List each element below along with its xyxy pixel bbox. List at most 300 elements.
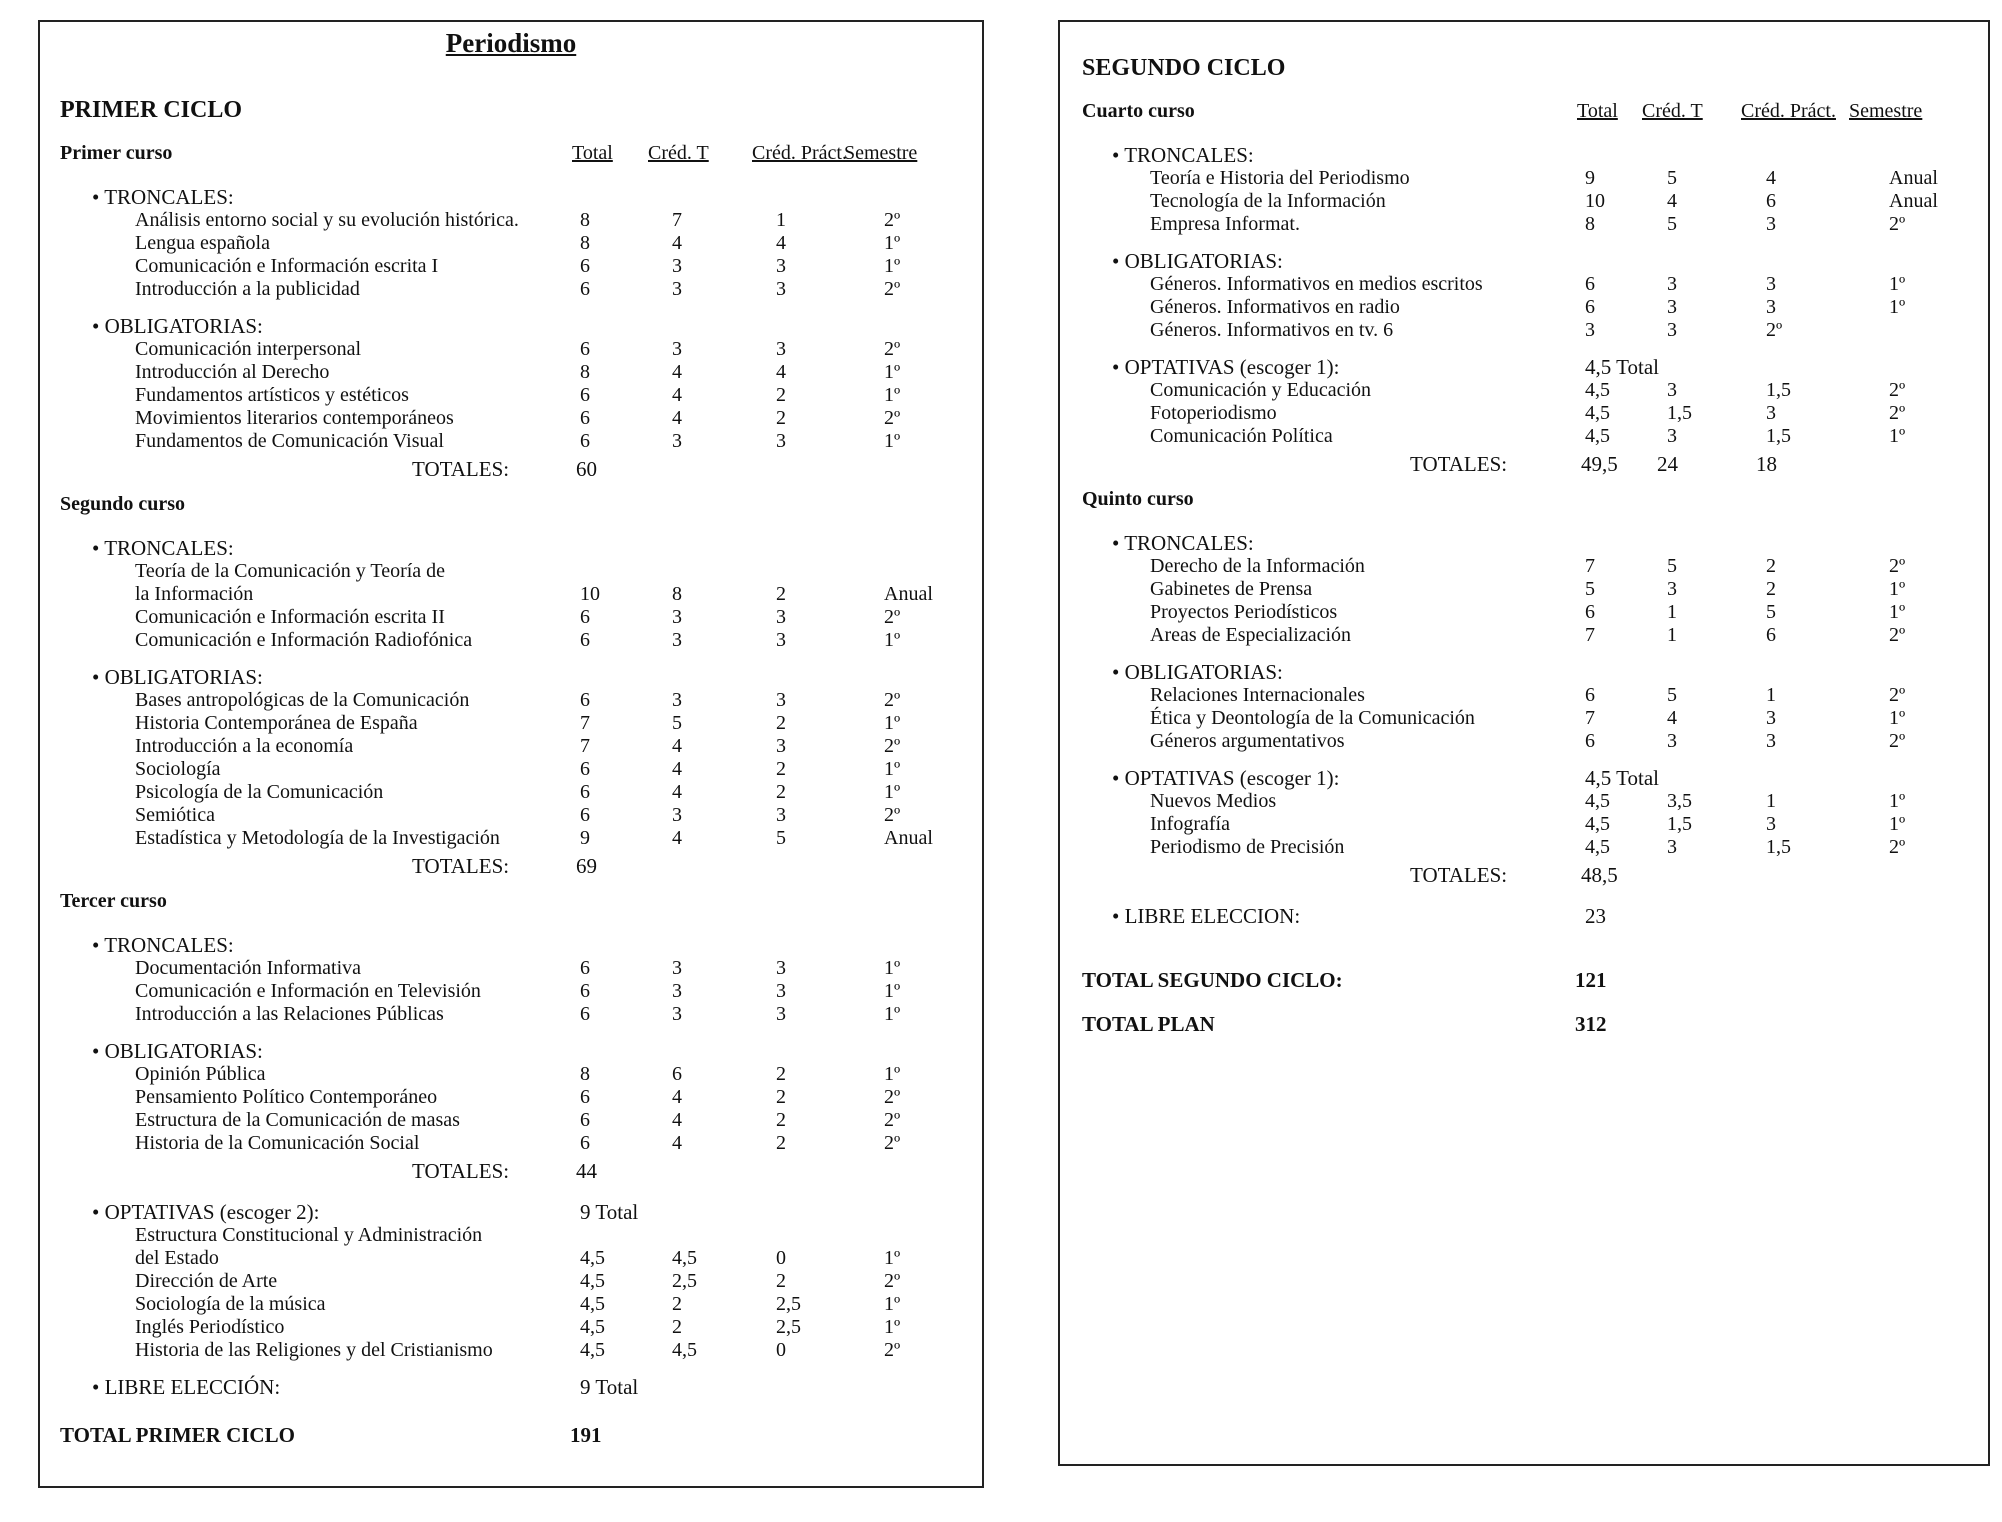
subject-cred-p: 2 (776, 1109, 786, 1131)
subject-name: Introducción a la economía (135, 735, 354, 757)
subject-name: Gabinetes de Prensa (1150, 578, 1313, 600)
subject-row (40, 255, 982, 278)
subject-cred-p: 1 (776, 209, 786, 231)
subject-name: Comunicación Política (1150, 425, 1333, 447)
subject-cred-t: 5 (1667, 213, 1677, 235)
group-label-row (40, 1201, 982, 1224)
subject-total: 6 (1585, 730, 1595, 752)
subject-cred-p: 3 (776, 606, 786, 628)
subject-total: 4,5 (580, 1293, 605, 1315)
subject-row (40, 1109, 982, 1132)
subject-name: Proyectos Periodísticos (1150, 601, 1338, 623)
subject-name: Estructura de la Comunicación de masas (135, 1109, 460, 1131)
subject-row (40, 338, 982, 361)
subject-name: Géneros. Informativos en medios escritos (1150, 273, 1483, 295)
subject-semestre: 2º (884, 1086, 901, 1108)
subject-cred-t: 2 (672, 1316, 682, 1338)
subject-semestre: 1º (884, 430, 901, 452)
subject-row (1060, 379, 1988, 402)
subject-name: Fotoperiodismo (1150, 402, 1277, 424)
subject-cred-p: 0 (776, 1247, 786, 1269)
group-label: • TRONCALES: (1112, 531, 1254, 555)
subject-name: Teoría e Historia del Periodismo (1150, 167, 1410, 189)
curso-title: Tercer curso (60, 890, 167, 912)
group-label: • TRONCALES: (92, 536, 234, 560)
subject-total: 7 (1585, 624, 1595, 646)
subject-cred-t: 5 (1667, 684, 1677, 706)
subject-cred-t: 3 (1667, 836, 1677, 858)
totales-value: 69 (576, 854, 597, 878)
subject-row (1060, 296, 1988, 319)
subject-row (40, 560, 982, 583)
subject-cred-p: 3 (776, 689, 786, 711)
subject-semestre: 2º (1889, 624, 1906, 646)
subject-total: 7 (1585, 555, 1595, 577)
subject-row (40, 629, 982, 652)
subject-cred-p: 3 (776, 430, 786, 452)
subject-row (40, 1339, 982, 1362)
subject-cred-p: 3 (1766, 213, 1776, 235)
group-label-row (1060, 661, 1988, 684)
subject-cred-p: 1 (1766, 790, 1776, 812)
subject-semestre: 1º (884, 629, 901, 651)
subject-name: Fundamentos de Comunicación Visual (135, 430, 444, 452)
subject-cred-p: 2 (1766, 578, 1776, 600)
group-label-row (1060, 250, 1988, 273)
subject-total: 6 (580, 1003, 590, 1025)
subject-total: 6 (580, 430, 590, 452)
subject-cred-p: 2 (776, 1270, 786, 1292)
header-cred-p: Créd. Práct. (752, 142, 847, 164)
group-label-row (1060, 144, 1988, 167)
grand-total-row (40, 1413, 982, 1457)
subject-cred-t: 4 (672, 1086, 682, 1108)
subject-semestre: Anual (884, 827, 933, 849)
subject-total: 4,5 (580, 1270, 605, 1292)
totales-row (40, 850, 982, 882)
grand-spacer (1060, 928, 1988, 958)
subject-row (40, 1316, 982, 1339)
subject-semestre: 1º (884, 1247, 901, 1269)
subject-row (40, 1063, 982, 1086)
curso-title: Segundo curso (60, 493, 186, 515)
subject-cred-t: 8 (672, 583, 682, 605)
subject-name: Introducción al Derecho (135, 361, 330, 383)
subject-name: Empresa Informat. (1150, 213, 1300, 235)
subject-cred-p: 2 (776, 1086, 786, 1108)
subject-total: 6 (580, 804, 590, 826)
subject-semestre: 2º (884, 735, 901, 757)
subject-total: 8 (580, 209, 590, 231)
subject-cred-t: 3 (672, 278, 682, 300)
subject-cred-t: 3 (672, 980, 682, 1002)
subject-cred-t: 4 (672, 735, 682, 757)
page-title: Periodismo (445, 28, 577, 58)
subject-name: Semiótica (135, 804, 215, 826)
group-label: • OBLIGATORIAS: (92, 665, 263, 689)
subject-cred-p: 2,5 (776, 1316, 801, 1338)
subject-cred-p: 3 (1766, 813, 1776, 835)
subject-cred-p: 3 (1766, 402, 1776, 424)
header-total: Total (1577, 100, 1618, 122)
subject-total: 6 (580, 606, 590, 628)
subject-cred-t: 3 (672, 338, 682, 360)
subject-name: Psicología de la Comunicación (135, 781, 384, 803)
subject-semestre: 2º (884, 209, 901, 231)
title-row (40, 22, 982, 86)
curso-heading (40, 485, 982, 523)
subject-cred-p: 3 (776, 804, 786, 826)
subject-name: Comunicación y Educación (1150, 379, 1372, 401)
subject-name: Opinión Pública (135, 1063, 266, 1085)
subject-cred-p: 5 (776, 827, 786, 849)
subject-semestre: 1º (884, 361, 901, 383)
subject-cred-t: 3 (672, 255, 682, 277)
subject-cred-t: 3 (1667, 730, 1677, 752)
subject-cred-t: 4 (672, 1132, 682, 1154)
subject-row (40, 1224, 982, 1247)
subject-name: Movimientos literarios contemporáneos (135, 407, 454, 429)
subject-total: 7 (580, 712, 590, 734)
grand-total-value: 191 (570, 1423, 602, 1447)
subject-row (1060, 578, 1988, 601)
group-label: • OBLIGATORIAS: (92, 1039, 263, 1063)
subject-total: 6 (580, 629, 590, 651)
subject-semestre: 1º (1889, 273, 1906, 295)
subject-name: Sociología (135, 758, 221, 780)
subject-total: 6 (580, 980, 590, 1002)
subject-cred-t: 6 (672, 1063, 682, 1085)
subject-total: 6 (1585, 273, 1595, 295)
grand-total-value: 312 (1575, 1012, 1607, 1036)
subject-total: 6 (580, 957, 590, 979)
subject-semestre: 1º (884, 781, 901, 803)
subject-semestre: 2º (884, 1132, 901, 1154)
subject-cred-t: 3 (672, 629, 682, 651)
subject-cred-t: 3 (1667, 296, 1677, 318)
subject-name: Estadística y Metodología de la Investigación (135, 827, 500, 849)
subject-cred-p: 2º (1766, 319, 1783, 341)
subject-total: 7 (1585, 707, 1595, 729)
subject-cred-t: 4 (672, 407, 682, 429)
subject-name: Géneros argumentativos (1150, 730, 1345, 752)
subject-cred-t: 2,5 (672, 1270, 697, 1292)
subject-row (40, 689, 982, 712)
subject-row (40, 712, 982, 735)
subject-semestre: Anual (1889, 190, 1938, 212)
subject-name: Historia de las Religiones y del Cristianismo (135, 1339, 493, 1361)
subject-semestre: 1º (1889, 601, 1906, 623)
subject-row (1060, 813, 1988, 836)
group-label-row (1060, 356, 1988, 379)
header-semestre: Semestre (844, 142, 918, 164)
totales-value: 49,5 (1581, 452, 1618, 476)
subject-semestre: 2º (1889, 836, 1906, 858)
subject-semestre: 2º (884, 407, 901, 429)
subject-row (40, 430, 982, 453)
subject-cred-t: 3,5 (1667, 790, 1692, 812)
subject-cred-t: 5 (1667, 167, 1677, 189)
ciclo-title: PRIMER CICLO (60, 97, 243, 123)
subject-name: Derecho de la Información (1150, 555, 1365, 577)
subject-cred-p: 3 (776, 1003, 786, 1025)
subject-cred-t: 3 (1667, 578, 1677, 600)
subject-name: Tecnología de la Información (1150, 190, 1386, 212)
totales-value: 44 (576, 1159, 597, 1183)
subject-semestre: 1º (884, 1063, 901, 1085)
group-label: • LIBRE ELECCIÓN: (92, 1375, 281, 1399)
subject-cred-t: 3 (672, 957, 682, 979)
subject-cred-p: 4 (776, 232, 786, 254)
subject-row (40, 1132, 982, 1155)
grand-total-row (1060, 1002, 1988, 1046)
subject-cred-t: 3 (672, 430, 682, 452)
header-cred-t: Créd. T (1642, 100, 1703, 122)
subject-row (40, 209, 982, 232)
subject-name: Comunicación e Información escrita II (135, 606, 445, 628)
subject-cred-p: 3 (776, 255, 786, 277)
subject-cred-t: 4 (672, 758, 682, 780)
curso-heading (1060, 92, 1988, 130)
grand-total-label: TOTAL PLAN (1082, 1012, 1215, 1036)
subject-total: 6 (580, 255, 590, 277)
subject-name: Pensamiento Político Contemporáneo (135, 1086, 438, 1108)
subject-name: Areas de Especialización (1150, 624, 1352, 646)
subject-row (40, 278, 982, 301)
subject-semestre: 1º (1889, 296, 1906, 318)
subject-total: 4,5 (580, 1316, 605, 1338)
grand-total-label: TOTAL PRIMER CICLO (60, 1423, 295, 1447)
subject-semestre: 2º (884, 1270, 901, 1292)
group-total: 4,5 Total (1585, 355, 1659, 379)
subject-name: del Estado (135, 1247, 219, 1269)
subject-total: 4,5 (580, 1247, 605, 1269)
subject-row (40, 735, 982, 758)
curso-heading (40, 134, 982, 172)
subject-semestre: 1º (1889, 425, 1906, 447)
subject-total: 8 (580, 232, 590, 254)
subject-semestre: 2º (884, 606, 901, 628)
subject-cred-p: 2 (1766, 555, 1776, 577)
subject-name: Introducción a la publicidad (135, 278, 360, 300)
subject-row (40, 758, 982, 781)
subject-cred-t: 3 (672, 689, 682, 711)
subject-semestre: 2º (884, 689, 901, 711)
subject-total: 8 (580, 361, 590, 383)
subject-cred-t: 3 (1667, 379, 1677, 401)
subject-semestre: 1º (884, 232, 901, 254)
subject-cred-t: 1,5 (1667, 402, 1692, 424)
subject-cred-t: 4 (672, 1109, 682, 1131)
subject-cred-t: 5 (1667, 555, 1677, 577)
subject-cred-t: 3 (1667, 273, 1677, 295)
curso-heading (1060, 480, 1988, 518)
group-label-row (40, 186, 982, 209)
subject-row (40, 583, 982, 606)
subject-semestre: Anual (884, 583, 933, 605)
subject-row (40, 980, 982, 1003)
subject-total: 7 (580, 735, 590, 757)
subject-semestre: 1º (1889, 813, 1906, 835)
subject-cred-p: 2 (776, 407, 786, 429)
subject-row (1060, 836, 1988, 859)
subject-name: Análisis entorno social y su evolución histórica. (135, 209, 519, 231)
subject-name: Periodismo de Precisión (1150, 836, 1345, 858)
subject-total: 9 (1585, 167, 1595, 189)
subject-cred-p: 3 (776, 735, 786, 757)
subject-cred-p: 3 (1766, 707, 1776, 729)
group-label-row (40, 537, 982, 560)
subject-cred-p: 3 (776, 338, 786, 360)
group-label: • OPTATIVAS (escoger 1): (1112, 355, 1340, 379)
subject-cred-t: 4 (672, 827, 682, 849)
subject-row (1060, 167, 1988, 190)
subject-cred-p: 3 (776, 957, 786, 979)
group-total: 23 (1585, 904, 1606, 928)
subject-row (40, 232, 982, 255)
subject-cred-t: 1,5 (1667, 813, 1692, 835)
subject-name: Inglés Periodístico (135, 1316, 285, 1338)
subject-semestre: 2º (1889, 213, 1906, 235)
group-label-row (40, 1040, 982, 1063)
subject-cred-p: 1 (1766, 684, 1776, 706)
subject-total: 6 (580, 278, 590, 300)
subject-cred-p: 1,5 (1766, 379, 1791, 401)
subject-total: 6 (580, 338, 590, 360)
header-cred-p: Créd. Práct. (1741, 100, 1836, 122)
subject-cred-t: 4 (672, 361, 682, 383)
subject-cred-t: 5 (672, 712, 682, 734)
totales-value: 48,5 (1581, 863, 1618, 887)
subject-semestre: 1º (884, 1293, 901, 1315)
subject-semestre: 1º (884, 758, 901, 780)
subject-row (40, 384, 982, 407)
subject-semestre: 1º (884, 712, 901, 734)
subject-cred-t: 4,5 (672, 1247, 697, 1269)
group-label-row (1060, 905, 1988, 928)
subject-semestre: 2º (1889, 684, 1906, 706)
segundo-ciclo-panel (1058, 20, 1990, 1466)
subject-name: Sociología de la música (135, 1293, 326, 1315)
group-label: • OBLIGATORIAS: (1112, 660, 1283, 684)
subject-total: 4,5 (1585, 790, 1610, 812)
subject-total: 6 (580, 1086, 590, 1108)
subject-name: Teoría de la Comunicación y Teoría de (135, 560, 446, 582)
subject-cred-p: 2 (776, 781, 786, 803)
curso-title: Cuarto curso (1082, 100, 1195, 122)
totales-row (40, 453, 982, 485)
subject-total: 6 (580, 758, 590, 780)
group-label: • TRONCALES: (92, 185, 234, 209)
subject-total: 4,5 (1585, 813, 1610, 835)
subject-name: Infografía (1150, 813, 1230, 835)
subject-total: 6 (580, 1132, 590, 1154)
ciclo-title: SEGUNDO CICLO (1082, 55, 1286, 81)
group-label: • TRONCALES: (92, 933, 234, 957)
subject-semestre: 1º (1889, 790, 1906, 812)
subject-cred-p: 3 (776, 629, 786, 651)
subject-name: Comunicación e Información Radiofónica (135, 629, 473, 651)
subject-row (40, 804, 982, 827)
subject-row (40, 407, 982, 430)
subject-name: Bases antropológicas de la Comunicación (135, 689, 470, 711)
totales-label: TOTALES: (412, 1159, 510, 1183)
curso-title: Quinto curso (1082, 488, 1194, 510)
header-cred-t: Créd. T (648, 142, 709, 164)
primer-ciclo-content (40, 22, 982, 1457)
subject-total: 4,5 (1585, 379, 1610, 401)
subject-row (1060, 402, 1988, 425)
subject-name: Ética y Deontología de la Comunicación (1150, 707, 1475, 729)
subject-cred-p: 1,5 (1766, 836, 1791, 858)
subject-row (40, 781, 982, 804)
header-semestre: Semestre (1849, 100, 1923, 122)
group-label: • LIBRE ELECCION: (1112, 904, 1301, 928)
curso-heading (40, 882, 982, 920)
subject-row (1060, 601, 1988, 624)
subject-total: 9 (580, 827, 590, 849)
subject-row (1060, 624, 1988, 647)
subject-name: Comunicación interpersonal (135, 338, 362, 360)
subject-cred-t: 4,5 (672, 1339, 697, 1361)
curso-title: Primer curso (60, 142, 173, 164)
subject-cred-p: 5 (1766, 601, 1776, 623)
totales-row (1060, 859, 1988, 891)
subject-cred-p: 4 (776, 361, 786, 383)
subject-cred-p: 3 (776, 278, 786, 300)
totales-cred-p: 18 (1756, 452, 1777, 476)
subject-cred-p: 3 (1766, 273, 1776, 295)
subject-total: 10 (1585, 190, 1605, 212)
totales-label: TOTALES: (1410, 863, 1508, 887)
subject-semestre: 1º (884, 255, 901, 277)
totales-label: TOTALES: (412, 854, 510, 878)
segundo-ciclo-content (1060, 22, 1988, 1046)
subject-name: Lengua española (135, 232, 270, 254)
group-total: 4,5 Total (1585, 766, 1659, 790)
ciclo-heading (1060, 44, 1988, 92)
totales-label: TOTALES: (412, 457, 510, 481)
subject-semestre: 2º (884, 338, 901, 360)
subject-name: la Información (135, 583, 254, 605)
subject-cred-t: 3 (1667, 425, 1677, 447)
group-label-row (1060, 532, 1988, 555)
totales-row (1060, 448, 1988, 480)
subject-cred-t: 4 (672, 384, 682, 406)
subject-cred-t: 2 (672, 1293, 682, 1315)
subject-name: Introducción a las Relaciones Públicas (135, 1003, 444, 1025)
subject-semestre: 2º (884, 804, 901, 826)
group-label-row (40, 666, 982, 689)
subject-semestre: 2º (1889, 379, 1906, 401)
subject-row (1060, 790, 1988, 813)
subject-semestre: 1º (884, 980, 901, 1002)
subject-row (1060, 190, 1988, 213)
subject-semestre: 1º (884, 384, 901, 406)
subject-semestre: 1º (884, 1003, 901, 1025)
totales-cred-t: 24 (1657, 452, 1678, 476)
subject-cred-p: 1,5 (1766, 425, 1791, 447)
subject-row (40, 1293, 982, 1316)
subject-total: 6 (1585, 601, 1595, 623)
subject-row (40, 1003, 982, 1026)
subject-cred-p: 2,5 (776, 1293, 801, 1315)
grand-total-row (1060, 958, 1988, 1002)
subject-total: 8 (1585, 213, 1595, 235)
subject-semestre: 2º (1889, 402, 1906, 424)
subject-name: Géneros. Informativos en radio (1150, 296, 1400, 318)
subject-total: 6 (1585, 684, 1595, 706)
